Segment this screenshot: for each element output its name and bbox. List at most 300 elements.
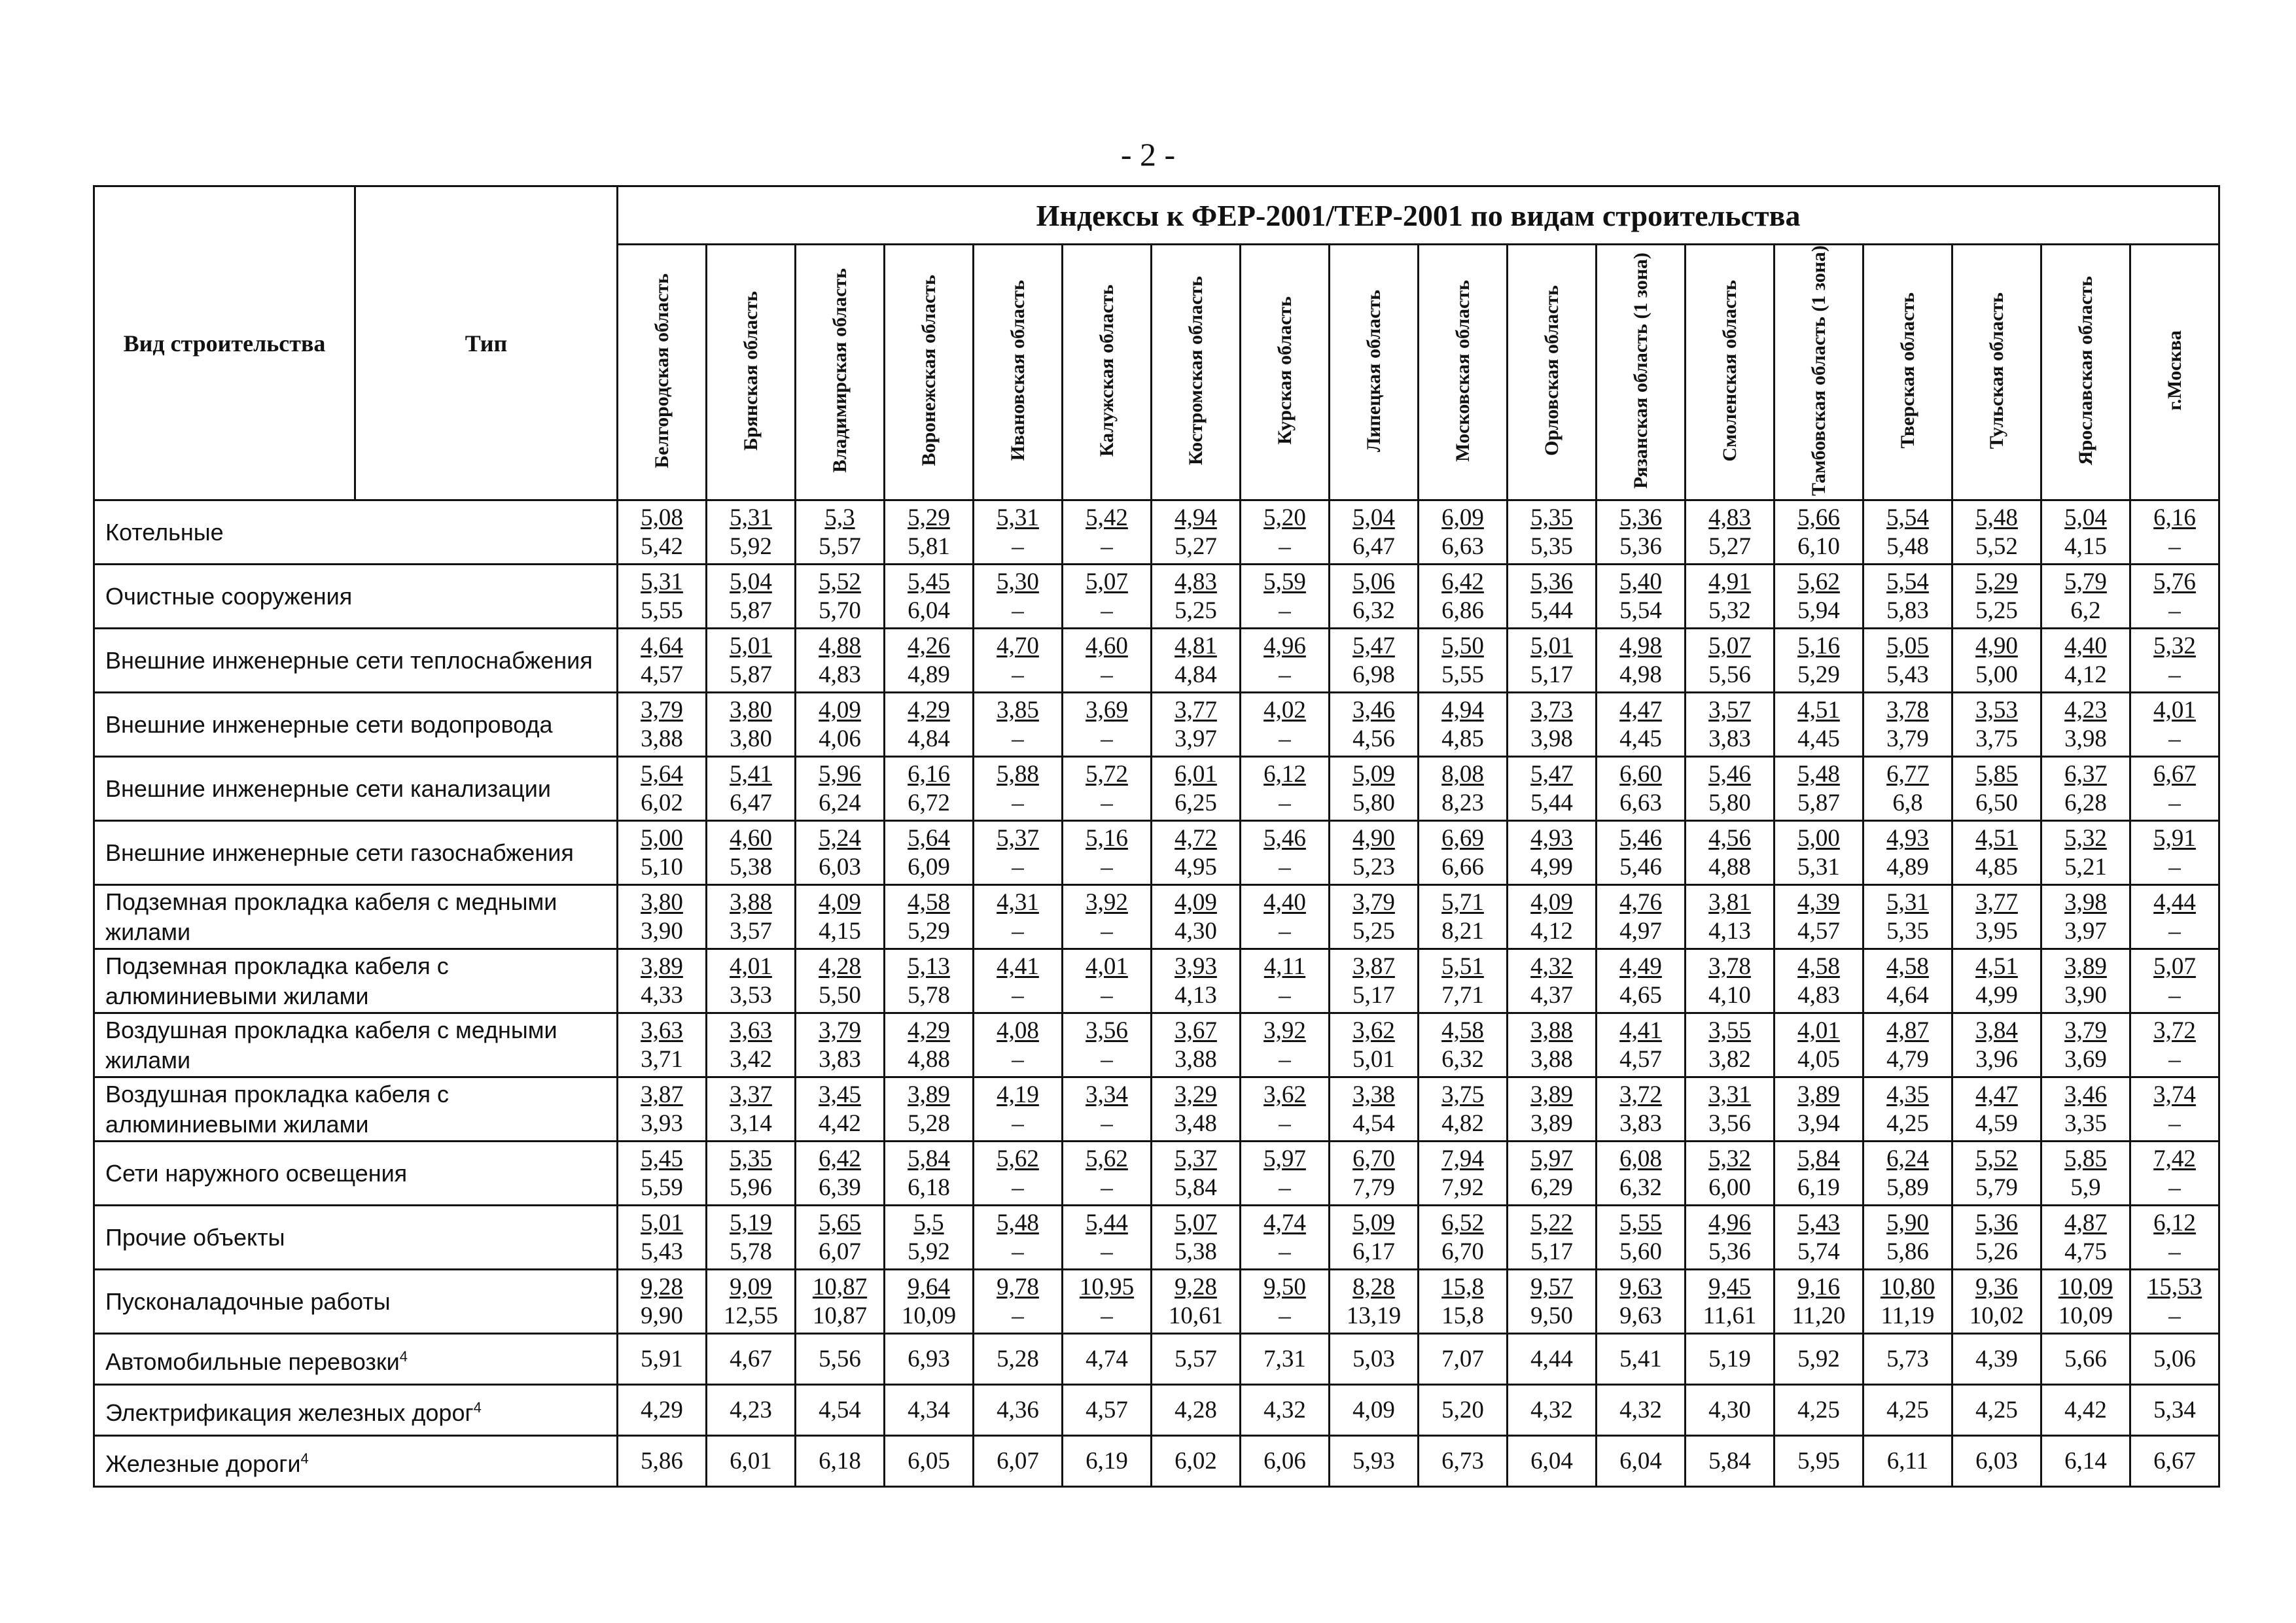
fer-index: 5,29 [908, 504, 950, 531]
fer-index: 5,31 [641, 568, 683, 595]
value-cell: 4,42 [2041, 1385, 2130, 1436]
value-cell [1863, 821, 1952, 885]
value-cell [885, 1270, 974, 1334]
fer-index: 4,26 [908, 632, 950, 659]
ter-index: 9,63 [1619, 1302, 1662, 1329]
fer-index: 5,88 [997, 760, 1039, 788]
ter-index: – [2168, 1109, 2181, 1137]
ter-index: 5,01 [1352, 1045, 1395, 1073]
value-cell [796, 1206, 885, 1270]
ter-index: 4,10 [1708, 981, 1751, 1009]
ter-index: 3,56 [1708, 1109, 1751, 1137]
value-cell [1508, 1270, 1597, 1334]
table-row [94, 885, 2219, 949]
ter-index: 6,72 [908, 789, 950, 816]
fer-index: 10,95 [1079, 1273, 1135, 1300]
table-row [94, 1077, 2219, 1142]
value-cell [1952, 1077, 2041, 1142]
fer-index: 3,69 [1086, 696, 1128, 724]
value-cell [1152, 1142, 1241, 1206]
fer-index: 3,31 [1708, 1081, 1751, 1108]
value-cell [1063, 885, 1152, 949]
ter-index: 3,95 [1975, 917, 2018, 945]
fer-index: 9,57 [1530, 1273, 1573, 1300]
value-cell [2130, 1077, 2219, 1142]
ter-index: 3,97 [1174, 725, 1217, 752]
value-cell [618, 885, 707, 949]
row-name-cell [94, 1385, 618, 1436]
value-cell [1241, 1142, 1330, 1206]
value-cell [1775, 1270, 1863, 1334]
ter-index: – [1279, 1045, 1291, 1073]
value-cell [974, 1270, 1063, 1334]
ter-index: 4,12 [1530, 917, 1573, 945]
header-construction-kind: Вид строительства [94, 186, 355, 500]
row-name: Внешние инженерные сети газоснабжения [94, 821, 618, 885]
value-cell [885, 885, 974, 949]
fer-index: 5,52 [1975, 1145, 2018, 1172]
ter-index: 6,47 [1352, 532, 1395, 560]
fer-index: 5,45 [908, 568, 950, 595]
fer-index: 9,09 [730, 1273, 772, 1300]
row-name: Подземная прокладка кабеля с алюминиевыми жилами [94, 949, 618, 1013]
ter-index: – [1012, 661, 1024, 688]
value-cell [1508, 1206, 1597, 1270]
fer-index: 5,55 [1619, 1209, 1662, 1236]
value-cell [1419, 1206, 1508, 1270]
fer-index: 6,16 [908, 760, 950, 788]
ter-index: 3,83 [1708, 725, 1751, 752]
row-name: Сети наружного освещения [94, 1142, 618, 1206]
ter-index: 7,71 [1441, 981, 1484, 1009]
ter-index: – [1101, 1302, 1113, 1329]
value-cell: 7,31 [1241, 1334, 1330, 1385]
value-cell [1863, 949, 1952, 1013]
value-cell [1863, 757, 1952, 821]
fer-index: 5,31 [730, 504, 772, 531]
ter-index: – [1279, 917, 1291, 945]
value-cell [1508, 1077, 1597, 1142]
ter-index: 5,32 [1708, 597, 1751, 624]
ter-index: – [2168, 1238, 2181, 1265]
value-cell [1063, 500, 1152, 565]
value-cell [2130, 1142, 2219, 1206]
region-label: Тульская область [1985, 292, 2007, 449]
value-cell [796, 1013, 885, 1077]
value-cell: 4,32 [1241, 1385, 1330, 1436]
ter-index: 4,45 [1619, 725, 1662, 752]
fer-index: 9,64 [908, 1273, 950, 1300]
ter-index: 6,86 [1441, 597, 1484, 624]
value-cell [707, 949, 796, 1013]
value-cell [1952, 629, 2041, 693]
fer-index: 4,28 [819, 952, 861, 980]
value-cell [618, 821, 707, 885]
value-cell [1597, 821, 1686, 885]
value-cell [1775, 693, 1863, 757]
page-number: - 2 - [1120, 136, 1176, 173]
value-cell [796, 821, 885, 885]
value-cell: 6,01 [707, 1436, 796, 1487]
fer-index: 4,44 [2153, 888, 2196, 916]
ter-index: 7,79 [1352, 1174, 1395, 1201]
ter-index: 3,90 [641, 917, 683, 945]
fer-index: 3,38 [1352, 1081, 1395, 1108]
fer-index: 3,79 [819, 1017, 861, 1044]
region-label: Рязанская область (1 зона) [1629, 253, 1651, 489]
value-cell: 5,34 [2130, 1385, 2219, 1436]
fer-index: 15,8 [1441, 1273, 1484, 1300]
ter-index: 3,88 [1530, 1045, 1573, 1073]
ter-index: 5,74 [1797, 1238, 1840, 1265]
value-cell: 6,02 [1152, 1436, 1241, 1487]
ter-index: 4,75 [2064, 1238, 2107, 1265]
ter-index: 4,83 [819, 661, 861, 688]
ter-index: 3,71 [641, 1045, 683, 1073]
fer-index: 3,89 [1797, 1081, 1840, 1108]
value-cell [1419, 693, 1508, 757]
value-cell [1508, 885, 1597, 949]
value-cell: 5,86 [618, 1436, 707, 1487]
fer-index: 3,79 [2064, 1017, 2107, 1044]
ter-index: – [1101, 725, 1113, 752]
ter-index: 5,25 [1975, 597, 2018, 624]
ter-index: 5,86 [1886, 1238, 1929, 1265]
ter-index: 6,2 [2070, 597, 2101, 624]
value-cell [1419, 1013, 1508, 1077]
value-cell: 5,56 [796, 1334, 885, 1385]
value-cell [1952, 1142, 2041, 1206]
ter-index: 6,39 [819, 1174, 861, 1201]
ter-index: 6,47 [730, 789, 772, 816]
ter-index: 15,8 [1441, 1302, 1484, 1329]
value-cell [1597, 565, 1686, 629]
region-header [1952, 245, 2041, 500]
fer-index: 5,46 [1619, 824, 1662, 852]
fer-index: 4,81 [1174, 632, 1217, 659]
fer-index: 5,46 [1708, 760, 1751, 788]
value-cell [1686, 949, 1775, 1013]
value-cell [1152, 885, 1241, 949]
value-cell: 5,06 [2130, 1334, 2219, 1385]
region-header [1597, 245, 1686, 500]
fer-index: 3,75 [1441, 1081, 1484, 1108]
ter-index: 5,79 [1975, 1174, 2018, 1201]
value-cell [796, 629, 885, 693]
region-header [2041, 245, 2130, 500]
ter-index: 6,17 [1352, 1238, 1395, 1265]
fer-index: 4,01 [1797, 1017, 1840, 1044]
value-cell [1686, 500, 1775, 565]
value-cell [2041, 757, 2130, 821]
fer-index: 5,85 [2064, 1145, 2107, 1172]
fer-index: 5,45 [641, 1145, 683, 1172]
value-cell [618, 629, 707, 693]
ter-index: 6,10 [1797, 532, 1840, 560]
value-cell [1863, 1142, 1952, 1206]
value-cell [885, 1077, 974, 1142]
ter-index: 8,21 [1441, 917, 1484, 945]
region-header [1775, 245, 1863, 500]
value-cell [1775, 949, 1863, 1013]
value-cell [1241, 949, 1330, 1013]
fer-index: 4,29 [908, 1017, 950, 1044]
value-cell [707, 565, 796, 629]
value-cell [1508, 1013, 1597, 1077]
value-cell: 6,05 [885, 1436, 974, 1487]
value-cell [1152, 693, 1241, 757]
ter-index: 3,88 [1174, 1045, 1217, 1073]
value-cell [1152, 1077, 1241, 1142]
value-cell [1686, 693, 1775, 757]
fer-index: 4,83 [1708, 504, 1751, 531]
ter-index: 5,43 [1886, 661, 1929, 688]
value-cell [1330, 629, 1419, 693]
ter-index: 5,23 [1352, 853, 1395, 881]
fer-index: 4,08 [997, 1017, 1039, 1044]
ter-index: – [1101, 1238, 1113, 1265]
fer-index: 5,07 [1708, 632, 1751, 659]
fer-index: 4,64 [641, 632, 683, 659]
fer-index: 5,30 [997, 568, 1039, 595]
region-label: Костромская область [1184, 276, 1207, 466]
fer-index: 6,37 [2064, 760, 2107, 788]
fer-index: 3,37 [730, 1081, 772, 1108]
ter-index: 5,92 [908, 1238, 950, 1265]
ter-index: – [1101, 853, 1113, 881]
ter-index: – [2168, 789, 2181, 816]
fer-index: 3,89 [1530, 1081, 1573, 1108]
value-cell: 4,74 [1063, 1334, 1152, 1385]
fer-index: 3,88 [730, 888, 772, 916]
fer-index: 3,55 [1708, 1017, 1751, 1044]
fer-index: 5,06 [1352, 568, 1395, 595]
ter-index: 4,25 [1886, 1109, 1929, 1137]
value-cell [1508, 500, 1597, 565]
value-cell [707, 885, 796, 949]
ter-index: 5,26 [1975, 1238, 2018, 1265]
region-label: Курская область [1273, 296, 1296, 445]
fer-index: 4,19 [997, 1081, 1039, 1108]
region-label: Ярославская область [2074, 276, 2096, 466]
row-name: Железные дороги [105, 1450, 301, 1477]
ter-index: – [1101, 981, 1113, 1009]
fer-index: 5,24 [819, 824, 861, 852]
ter-index: 5,25 [1352, 917, 1395, 945]
fer-index: 3,62 [1352, 1017, 1395, 1044]
ter-index: 7,92 [1441, 1174, 1484, 1201]
value-cell [1419, 757, 1508, 821]
fer-index: 5,5 [913, 1209, 944, 1236]
ter-index: 3,97 [2064, 917, 2107, 945]
value-cell [1686, 1013, 1775, 1077]
value-cell [1241, 565, 1330, 629]
ter-index: 3,57 [730, 917, 772, 945]
value-cell [1863, 885, 1952, 949]
ter-index: 5,83 [1886, 597, 1929, 624]
fer-index: 5,07 [1174, 1209, 1217, 1236]
fer-index: 3,87 [641, 1081, 683, 1108]
fer-index: 4,09 [819, 888, 861, 916]
fer-index: 5,51 [1441, 952, 1484, 980]
ter-index: 6,8 [1892, 789, 1923, 816]
fer-index: 5,04 [730, 568, 772, 595]
fer-index: 5,97 [1263, 1145, 1306, 1172]
ter-index: 6,50 [1975, 789, 2018, 816]
ter-index: 6,32 [1352, 597, 1395, 624]
fer-index: 5,22 [1530, 1209, 1573, 1236]
value-cell [1597, 757, 1686, 821]
ter-index: 5,36 [1619, 532, 1662, 560]
ter-index: 4,89 [1886, 853, 1929, 881]
value-cell [1241, 885, 1330, 949]
fer-index: 4,47 [1619, 696, 1662, 724]
ter-index: – [1012, 1045, 1024, 1073]
fer-index: 9,63 [1619, 1273, 1662, 1300]
fer-index: 4,94 [1441, 696, 1484, 724]
fer-index: 5,43 [1797, 1209, 1840, 1236]
fer-index: 3,78 [1886, 696, 1929, 724]
ter-index: – [1012, 1238, 1024, 1265]
value-cell [1330, 821, 1419, 885]
ter-index: 5,52 [1975, 532, 2018, 560]
value-cell: 4,32 [1508, 1385, 1597, 1436]
ter-index: 6,02 [641, 789, 683, 816]
value-cell [2041, 565, 2130, 629]
value-cell: 6,06 [1241, 1436, 1330, 1487]
row-name: Внешние инженерные сети водопровода [94, 693, 618, 757]
fer-index: 5,05 [1886, 632, 1929, 659]
fer-index: 3,98 [2064, 888, 2107, 916]
fer-index: 5,44 [1086, 1209, 1128, 1236]
fer-index: 4,98 [1619, 632, 1662, 659]
ter-index: – [1012, 981, 1024, 1009]
fer-index: 3,80 [641, 888, 683, 916]
fer-index: 4,32 [1530, 952, 1573, 980]
fer-index: 5,71 [1441, 888, 1484, 916]
value-cell [885, 693, 974, 757]
row-name: Автомобильные перевозки [105, 1348, 400, 1375]
ter-index: – [1279, 1109, 1291, 1137]
value-cell [1419, 821, 1508, 885]
value-cell [1686, 1270, 1775, 1334]
fer-index: 4,09 [1174, 888, 1217, 916]
fer-index: 4,58 [1441, 1017, 1484, 1044]
fer-index: 3,92 [1086, 888, 1128, 916]
ter-index: 5,96 [730, 1174, 772, 1201]
region-header [1508, 245, 1597, 500]
region-label: Владимирская область [828, 268, 851, 473]
ter-index: 4,84 [908, 725, 950, 752]
ter-index: 4,64 [1886, 981, 1929, 1009]
ter-index: 3,83 [819, 1045, 861, 1073]
value-cell [974, 821, 1063, 885]
region-label: Липецкая область [1362, 289, 1385, 452]
fer-index: 9,36 [1975, 1273, 2018, 1300]
table-body [94, 500, 2219, 1487]
ter-index: 5,60 [1619, 1238, 1662, 1265]
value-cell [1597, 1270, 1686, 1334]
ter-index: 4,42 [819, 1109, 861, 1137]
fer-index: 5,09 [1352, 760, 1395, 788]
fer-index: 4,94 [1174, 504, 1217, 531]
fer-index: 3,34 [1086, 1081, 1128, 1108]
region-header [974, 245, 1063, 500]
ter-index: 6,66 [1441, 853, 1484, 881]
ter-index: 4,05 [1797, 1045, 1840, 1073]
fer-index: 3,63 [641, 1017, 683, 1044]
ter-index: 6,25 [1174, 789, 1217, 816]
ter-index: – [1101, 661, 1113, 688]
fer-index: 6,77 [1886, 760, 1929, 788]
value-cell [1152, 1013, 1241, 1077]
value-cell: 7,07 [1419, 1334, 1508, 1385]
ter-index: 6,28 [2064, 789, 2107, 816]
ter-index: 5,17 [1352, 981, 1395, 1009]
value-cell [2041, 693, 2130, 757]
fer-index: 5,01 [641, 1209, 683, 1236]
value-cell [885, 1142, 974, 1206]
value-cell [1952, 500, 2041, 565]
value-cell [1063, 629, 1152, 693]
value-cell: 5,66 [2041, 1334, 2130, 1385]
value-cell [1775, 885, 1863, 949]
value-cell [1863, 693, 1952, 757]
fer-index: 5,07 [1086, 568, 1128, 595]
fer-index: 5,31 [1886, 888, 1929, 916]
value-cell [1330, 1013, 1419, 1077]
value-cell [1330, 565, 1419, 629]
value-cell [2041, 1206, 2130, 1270]
value-cell [2041, 885, 2130, 949]
table-row [94, 1206, 2219, 1270]
ter-index: 5,38 [730, 853, 772, 881]
region-header [1241, 245, 1330, 500]
row-name: Внешние инженерные сети канализации [94, 757, 618, 821]
ter-index: 3,93 [641, 1109, 683, 1137]
ter-index: – [2168, 917, 2181, 945]
value-cell [1863, 565, 1952, 629]
value-cell [1952, 565, 2041, 629]
fer-index: 5,01 [730, 632, 772, 659]
ter-index: – [1101, 917, 1113, 945]
value-cell [885, 629, 974, 693]
fer-index: 4,51 [1975, 824, 2018, 852]
fer-index: 5,19 [730, 1209, 772, 1236]
value-cell [974, 500, 1063, 565]
fer-index: 6,42 [819, 1145, 861, 1172]
ter-index: 11,61 [1703, 1302, 1757, 1329]
fer-index: 5,07 [2153, 952, 2196, 980]
value-cell: 5,20 [1419, 1385, 1508, 1436]
fer-index: 6,42 [1441, 568, 1484, 595]
fer-index: 5,91 [2153, 824, 2196, 852]
value-cell [1063, 949, 1152, 1013]
fer-index: 5,54 [1886, 504, 1929, 531]
value-cell [796, 949, 885, 1013]
ter-index: 4,12 [2064, 661, 2107, 688]
ter-index: – [1101, 1045, 1113, 1073]
value-cell [1330, 500, 1419, 565]
value-cell [1330, 757, 1419, 821]
fer-index: 4,96 [1263, 632, 1306, 659]
ter-index: – [1279, 661, 1291, 688]
ter-index: 4,30 [1174, 917, 1217, 945]
ter-index: 4,57 [1619, 1045, 1662, 1073]
value-cell [1775, 757, 1863, 821]
fer-index: 4,49 [1619, 952, 1662, 980]
ter-index: 4,54 [1352, 1109, 1395, 1137]
